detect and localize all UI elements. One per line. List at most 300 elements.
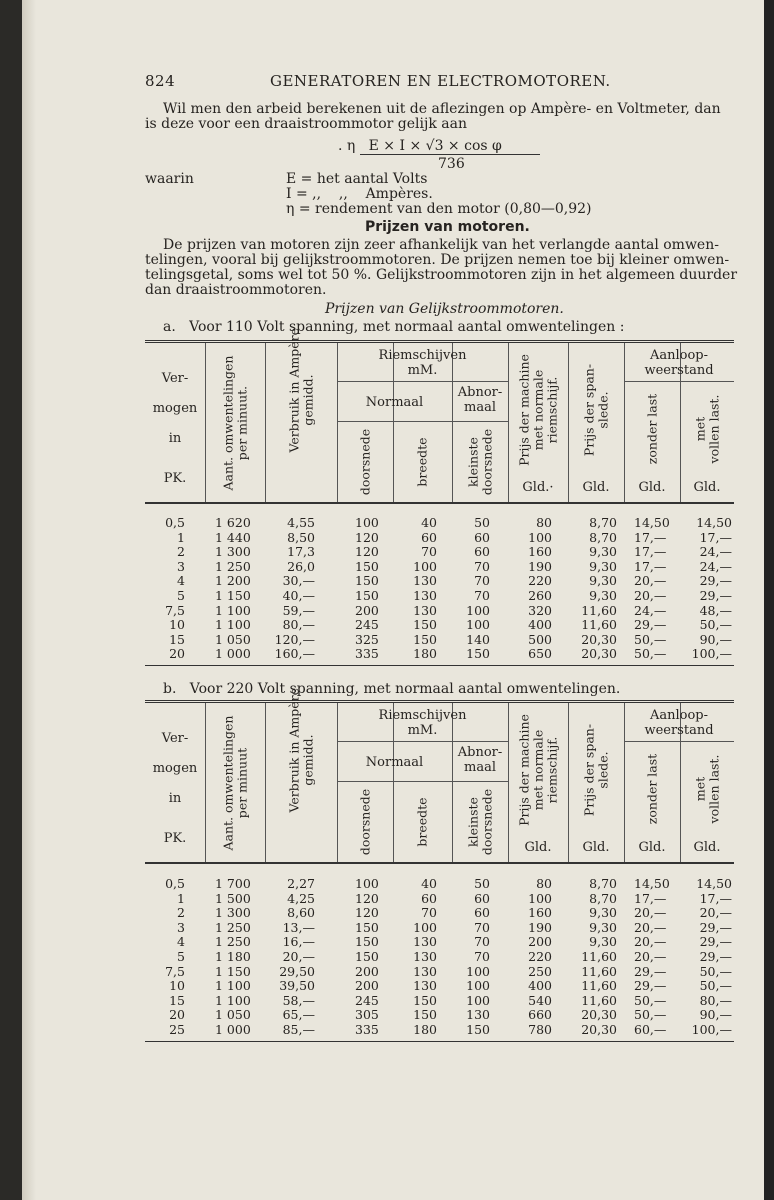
- cell-doorsnede: 200: [355, 978, 379, 994]
- vermogen-header: Ver-: [161, 371, 189, 386]
- cell-prijs: 190: [528, 919, 552, 935]
- cell-amp: 13,—: [282, 919, 315, 935]
- cell-doorsnede: 100: [355, 515, 379, 530]
- cell-vollen: 48,—: [699, 602, 732, 618]
- mm-header: mM.: [407, 723, 438, 738]
- cell-span: 8,70: [589, 515, 617, 530]
- cell-prijs: 220: [528, 573, 552, 589]
- mm-header: mM.: [407, 363, 438, 378]
- cell-amp: 29,50: [279, 963, 315, 979]
- cell-pk: 5: [177, 949, 185, 964]
- cell-breedte: 130: [413, 588, 437, 603]
- top-rule: [145, 340, 734, 343]
- cell-omw: 1 100: [215, 602, 251, 618]
- definition-i: I = ,, ,, Ampères.: [286, 186, 433, 202]
- cell-amp: 4,55: [287, 515, 315, 530]
- cell-zonder: 20,—: [634, 919, 667, 935]
- verbruik-header-line: Verbruik in Ampère: [286, 687, 301, 812]
- cell-amp: 26,0: [287, 558, 315, 574]
- aanloop-rule: [624, 381, 734, 382]
- omwentelingen-header-line: Aant. omwentelingen: [220, 355, 235, 490]
- header-rule: [145, 862, 734, 864]
- riemschijven-rule: [337, 381, 508, 382]
- cell-breedte: 150: [413, 617, 437, 633]
- kleinste-header-line: doorsnede: [479, 428, 494, 495]
- cell-doorsnede: 335: [355, 646, 379, 662]
- gld-label: Gld.: [638, 840, 666, 855]
- maal-header: maal: [464, 760, 496, 775]
- prijs-machine-header: [517, 347, 559, 472]
- cell-span: 11,60: [581, 978, 617, 994]
- cell-kleinste: 150: [466, 1022, 490, 1037]
- cell-vollen: 50,—: [699, 963, 732, 979]
- cell-breedte: 130: [413, 978, 437, 994]
- cell-amp: 59,—: [282, 602, 315, 618]
- header-rule: [145, 502, 734, 504]
- verbruik-header-line: gemidd.: [300, 733, 315, 786]
- cell-omw: 1 000: [215, 646, 251, 662]
- cell-amp: 120,—: [274, 631, 315, 647]
- cell-omw: 1 700: [215, 876, 251, 891]
- prijs-machine-header-line: Prijs der machine: [516, 713, 531, 826]
- cell-vollen: 29,—: [699, 949, 732, 964]
- vermogen-header: PK.: [163, 831, 187, 846]
- zonder-last-header: zonder last: [644, 393, 659, 464]
- cell-span: 11,60: [581, 992, 617, 1008]
- verbruik-header: [286, 687, 315, 812]
- cell-pk: 0,5: [165, 876, 185, 891]
- cell-prijs: 780: [528, 1022, 552, 1037]
- omwentelingen-header-line: Aant. omwentelingen: [220, 715, 235, 850]
- prijs-span-header-line: Prijs der span-: [581, 723, 596, 816]
- cell-span: 9,30: [589, 919, 617, 935]
- cell-omw: 1 100: [215, 978, 251, 994]
- prijs-span-header: [582, 707, 610, 832]
- cell-amp: 4,25: [287, 890, 315, 906]
- page-title: GENERATOREN EN ELECTROMOTOREN.: [270, 72, 611, 90]
- cell-prijs: 320: [528, 602, 552, 618]
- cell-zonder: 17,—: [634, 544, 667, 560]
- cell-span: 20,30: [581, 631, 617, 647]
- cell-amp: 8,50: [287, 529, 315, 545]
- cell-pk: 5: [177, 588, 185, 603]
- cell-amp: 30,—: [282, 573, 315, 589]
- paragraph-line-4: dan draaistroommotoren.: [145, 282, 327, 298]
- doorsnede-header: doorsnede: [357, 428, 372, 495]
- omwentelingen-header-line: per minuut.: [234, 385, 249, 460]
- cell-span: 8,70: [589, 876, 617, 891]
- paragraph-line-2: telingen, vooral bij gelijkstroommotoren. De prijzen nemen toe bij kleiner omwen-: [145, 252, 730, 268]
- cell-vollen: 80,—: [699, 992, 732, 1008]
- cell-prijs: 400: [528, 617, 552, 633]
- cell-vollen: 20,—: [699, 905, 732, 921]
- cell-prijs: 260: [528, 588, 552, 603]
- vollen-last-header-line: met: [692, 776, 707, 801]
- cell-pk: 25: [169, 1022, 185, 1037]
- cell-zonder: 24,—: [634, 602, 667, 618]
- cell-amp: 39,50: [279, 978, 315, 994]
- cell-omw: 1 300: [215, 544, 251, 560]
- vermogen-header: Ver-: [161, 731, 189, 746]
- vollen-last-header: [693, 385, 721, 472]
- cell-breedte: 130: [413, 949, 437, 964]
- gld-label: Gld.·: [522, 480, 554, 495]
- cell-doorsnede: 200: [355, 602, 379, 618]
- gld-label: Gld.: [582, 840, 610, 855]
- subheading: Prijzen van Gelijkstroommotoren.: [325, 301, 564, 317]
- maal-header: maal: [464, 400, 496, 415]
- column-divider: [265, 703, 266, 862]
- cell-span: 9,30: [589, 934, 617, 950]
- riemschijven-header: Riemschijven: [378, 348, 467, 363]
- cell-vollen: 100,—: [691, 646, 732, 662]
- cell-doorsnede: 200: [355, 963, 379, 979]
- cell-zonder: 20,—: [634, 573, 667, 589]
- cell-zonder: 14,50: [634, 515, 670, 530]
- cell-span: 11,60: [581, 949, 617, 964]
- prijs-span-header-line: slede.: [595, 390, 610, 429]
- cell-breedte: 70: [421, 544, 437, 560]
- riemschijven-header: Riemschijven: [378, 708, 467, 723]
- cell-doorsnede: 120: [355, 905, 379, 921]
- column-divider: [205, 703, 206, 862]
- cell-breedte: 40: [421, 876, 437, 891]
- vermogen-header: mogen: [152, 761, 198, 776]
- vermogen-header: in: [168, 431, 182, 446]
- cell-prijs: 250: [528, 963, 552, 979]
- vermogen-header: in: [168, 791, 182, 806]
- normaal-rule: [337, 421, 508, 422]
- column-divider: [568, 343, 569, 502]
- cell-pk: 1: [177, 890, 185, 906]
- cell-kleinste: 140: [466, 631, 490, 647]
- cell-zonder: 17,—: [634, 558, 667, 574]
- cell-pk: 1: [177, 529, 185, 545]
- breedte-header: breedte: [414, 436, 430, 487]
- cell-prijs: 540: [528, 992, 552, 1008]
- column-divider: [508, 343, 509, 502]
- waarin-label: waarin: [145, 171, 194, 187]
- cell-vollen: 24,—: [699, 558, 732, 574]
- cell-zonder: 20,—: [634, 588, 667, 603]
- cell-doorsnede: 150: [355, 588, 379, 603]
- cell-amp: 85,—: [282, 1022, 315, 1037]
- weerstand-header: weerstand: [644, 363, 714, 378]
- cell-span: 11,60: [581, 602, 617, 618]
- cell-omw: 1 250: [215, 558, 251, 574]
- cell-doorsnede: 120: [355, 544, 379, 560]
- cell-pk: 2: [177, 544, 185, 560]
- cell-kleinste: 130: [466, 1007, 490, 1023]
- cell-pk: 4: [177, 934, 185, 950]
- cell-zonder: 17,—: [634, 529, 667, 545]
- cell-vollen: 90,—: [699, 1007, 732, 1023]
- cell-span: 9,30: [589, 905, 617, 921]
- doorsnede-header: doorsnede: [357, 788, 372, 855]
- cell-vollen: 90,—: [699, 631, 732, 647]
- gld-label: Gld.: [638, 480, 666, 495]
- kleinste-header: [466, 785, 494, 858]
- cell-vollen: 17,—: [699, 890, 732, 906]
- cell-span: 20,30: [581, 1022, 617, 1037]
- gld-label: Gld.: [693, 840, 721, 855]
- cell-doorsnede: 325: [355, 631, 379, 647]
- cell-kleinste: 100: [466, 602, 490, 618]
- cell-pk: 15: [169, 992, 185, 1008]
- prijs-machine-header-line: met normale: [530, 729, 545, 810]
- cell-vollen: 17,—: [699, 529, 732, 545]
- paragraph-line-1: De prijzen van motoren zijn zeer afhankelijk van het verlangde aantal omwen-: [163, 237, 719, 253]
- cell-pk: 15: [169, 631, 185, 647]
- cell-kleinste: 70: [474, 919, 490, 935]
- cell-vollen: 29,—: [699, 573, 732, 589]
- cell-vollen: 29,—: [699, 919, 732, 935]
- paragraph-line-3: telingsgetal, soms wel tot 50 %. Gelijkstroommotoren zijn in het algemeen duurder: [145, 267, 738, 283]
- normaal-header: Normaal: [365, 755, 424, 770]
- cell-kleinste: 100: [466, 992, 490, 1008]
- cell-kleinste: 100: [466, 978, 490, 994]
- cell-omw: 1 050: [215, 631, 251, 647]
- cell-zonder: 29,—: [634, 978, 667, 994]
- prijs-machine-header-line: riemschijf.: [544, 376, 559, 443]
- cell-breedte: 150: [413, 1007, 437, 1023]
- cell-pk: 20: [169, 1007, 185, 1023]
- cell-doorsnede: 120: [355, 890, 379, 906]
- vermogen-header: PK.: [163, 471, 187, 486]
- cell-doorsnede: 305: [355, 1007, 379, 1023]
- cell-zonder: 17,—: [634, 890, 667, 906]
- cell-span: 9,30: [589, 588, 617, 603]
- prijs-span-header: [582, 347, 610, 472]
- cell-doorsnede: 150: [355, 919, 379, 935]
- cell-zonder: 20,—: [634, 949, 667, 964]
- cell-span: 20,30: [581, 646, 617, 662]
- column-divider: [568, 703, 569, 862]
- riemschijven-rule: [337, 741, 508, 742]
- cell-kleinste: 70: [474, 588, 490, 603]
- cell-amp: 80,—: [282, 617, 315, 633]
- cell-pk: 0,5: [165, 515, 185, 530]
- omwentelingen-header-line: per minuut: [234, 747, 249, 818]
- cell-breedte: 150: [413, 631, 437, 647]
- column-divider: [265, 343, 266, 502]
- kleinste-header: [466, 425, 494, 498]
- cell-breedte: 70: [421, 905, 437, 921]
- top-rule: [145, 700, 734, 703]
- cell-breedte: 100: [413, 558, 437, 574]
- cell-zonder: 50,—: [634, 1007, 667, 1023]
- cell-prijs: 80: [536, 876, 552, 891]
- zonder-last-header: zonder last: [644, 753, 659, 824]
- cell-pk: 7,5: [165, 602, 185, 618]
- bottom-rule: [145, 665, 734, 666]
- cell-doorsnede: 150: [355, 558, 379, 574]
- cell-prijs: 100: [528, 890, 552, 906]
- cell-pk: 3: [177, 919, 185, 935]
- cell-pk: 20: [169, 646, 185, 662]
- cell-omw: 1 180: [215, 949, 251, 964]
- cell-prijs: 100: [528, 529, 552, 545]
- cell-zonder: 20,—: [634, 905, 667, 921]
- cell-doorsnede: 120: [355, 529, 379, 545]
- prijs-span-header-line: Prijs der span-: [581, 363, 596, 456]
- vollen-last-header: [693, 745, 721, 832]
- page-number: 824: [145, 72, 176, 90]
- vollen-last-header-line: vollen last.: [706, 754, 721, 823]
- cell-vollen: 100,—: [691, 1022, 732, 1037]
- vollen-last-header-line: vollen last.: [706, 394, 721, 463]
- cell-omw: 1 000: [215, 1022, 251, 1037]
- cell-amp: 2,27: [287, 876, 315, 891]
- cell-zonder: 60,—: [634, 1022, 667, 1037]
- kleinste-header-line: doorsnede: [479, 788, 494, 855]
- formula-numerator: . η E × I × √3 × cos φ: [338, 138, 502, 154]
- prijs-span-header-line: slede.: [595, 750, 610, 789]
- cell-breedte: 60: [421, 529, 437, 545]
- cell-kleinste: 150: [466, 646, 490, 662]
- cell-kleinste: 60: [474, 890, 490, 906]
- cell-prijs: 660: [528, 1007, 552, 1023]
- cell-breedte: 130: [413, 573, 437, 589]
- cell-kleinste: 70: [474, 949, 490, 964]
- cell-amp: 58,—: [282, 992, 315, 1008]
- cell-doorsnede: 150: [355, 934, 379, 950]
- aanloop-header: Aanloop-: [649, 348, 709, 363]
- formula-bar: [360, 154, 540, 155]
- formula-denominator: 736: [438, 156, 465, 172]
- cell-pk: 10: [169, 617, 185, 633]
- weerstand-header: weerstand: [644, 723, 714, 738]
- cell-amp: 160,—: [274, 646, 315, 662]
- cell-omw: 1 250: [215, 919, 251, 935]
- cell-amp: 17,3: [287, 544, 315, 560]
- table-a-caption: a. Voor 110 Volt spanning, met normaal aantal omwentelingen :: [163, 319, 625, 335]
- cell-omw: 1 150: [215, 588, 251, 603]
- cell-doorsnede: 150: [355, 949, 379, 964]
- cell-omw: 1 300: [215, 905, 251, 921]
- cell-prijs: 500: [528, 631, 552, 647]
- cell-breedte: 180: [413, 1022, 437, 1037]
- cell-kleinste: 70: [474, 558, 490, 574]
- cell-amp: 8,60: [287, 905, 315, 921]
- omwentelingen-header: [221, 707, 249, 858]
- omwentelingen-header: [221, 347, 249, 498]
- cell-vollen: 50,—: [699, 617, 732, 633]
- cell-omw: 1 150: [215, 963, 251, 979]
- cell-omw: 1 100: [215, 617, 251, 633]
- cell-kleinste: 60: [474, 529, 490, 545]
- table-b-caption: b. Voor 220 Volt spanning, met normaal aantal omwentelingen.: [163, 681, 621, 697]
- cell-span: 8,70: [589, 890, 617, 906]
- cell-span: 8,70: [589, 529, 617, 545]
- cell-zonder: 20,—: [634, 934, 667, 950]
- cell-vollen: 29,—: [699, 588, 732, 603]
- cell-doorsnede: 100: [355, 876, 379, 891]
- definition-e: E = het aantal Volts: [286, 171, 428, 187]
- cell-breedte: 60: [421, 890, 437, 906]
- cell-pk: 7,5: [165, 963, 185, 979]
- aanloop-header: Aanloop-: [649, 708, 709, 723]
- aanloop-rule: [624, 741, 734, 742]
- cell-breedte: 150: [413, 992, 437, 1008]
- cell-kleinste: 100: [466, 963, 490, 979]
- cell-prijs: 160: [528, 905, 552, 921]
- cell-pk: 3: [177, 558, 185, 574]
- kleinste-header-line: kleinste: [465, 436, 480, 487]
- cell-kleinste: 100: [466, 617, 490, 633]
- cell-span: 11,60: [581, 963, 617, 979]
- verbruik-header-line: Verbruik in Ampère: [286, 327, 301, 452]
- cell-kleinste: 50: [474, 876, 490, 891]
- cell-span: 9,30: [589, 558, 617, 574]
- column-divider: [508, 703, 509, 862]
- cell-kleinste: 70: [474, 573, 490, 589]
- cell-breedte: 130: [413, 963, 437, 979]
- cell-amp: 40,—: [282, 588, 315, 603]
- cell-span: 9,30: [589, 573, 617, 589]
- cell-prijs: 200: [528, 934, 552, 950]
- cell-omw: 1 440: [215, 529, 251, 545]
- cell-doorsnede: 245: [355, 617, 379, 633]
- cell-amp: 16,—: [282, 934, 315, 950]
- breedte-header: breedte: [414, 796, 430, 847]
- cell-breedte: 180: [413, 646, 437, 662]
- page-edge: [764, 0, 774, 1200]
- vollen-last-header-line: met: [692, 416, 707, 441]
- cell-prijs: 650: [528, 646, 552, 662]
- gld-label: Gld.: [524, 840, 552, 855]
- cell-vollen: 14,50: [696, 876, 732, 891]
- cell-prijs: 400: [528, 978, 552, 994]
- cell-omw: 1 200: [215, 573, 251, 589]
- intro-line-1: Wil men den arbeid berekenen uit de aflezingen op Ampère- en Voltmeter, dan: [163, 101, 721, 117]
- cell-vollen: 50,—: [699, 978, 732, 994]
- prijs-machine-header: [517, 707, 559, 832]
- cell-breedte: 40: [421, 515, 437, 530]
- intro-line-2: is deze voor een draaistroommotor gelijk aan: [145, 116, 467, 132]
- vermogen-header: mogen: [152, 401, 198, 416]
- abnormaal-header: Abnor-: [457, 745, 503, 760]
- cell-zonder: 29,—: [634, 617, 667, 633]
- cell-vollen: 14,50: [696, 515, 732, 530]
- prijs-machine-header-line: riemschijf.: [544, 736, 559, 803]
- cell-prijs: 190: [528, 558, 552, 574]
- cell-doorsnede: 150: [355, 573, 379, 589]
- cell-zonder: 50,—: [634, 631, 667, 647]
- cell-breedte: 130: [413, 602, 437, 618]
- prijs-machine-header-line: met normale: [530, 369, 545, 450]
- normaal-rule: [337, 781, 508, 782]
- page-spine: [22, 0, 36, 1200]
- gld-label: Gld.: [693, 480, 721, 495]
- cell-vollen: 24,—: [699, 544, 732, 560]
- normaal-header: Normaal: [365, 395, 424, 410]
- cell-breedte: 100: [413, 919, 437, 935]
- verbruik-header: [286, 327, 315, 452]
- cell-kleinste: 70: [474, 934, 490, 950]
- gld-label: Gld.: [582, 480, 610, 495]
- cell-zonder: 50,—: [634, 646, 667, 662]
- bottom-rule: [145, 1041, 734, 1042]
- cell-pk: 10: [169, 978, 185, 994]
- cell-pk: 4: [177, 573, 185, 589]
- section-heading: Prijzen van motoren.: [365, 219, 530, 235]
- prijs-machine-header-line: Prijs der machine: [516, 353, 531, 466]
- cell-kleinste: 50: [474, 515, 490, 530]
- cell-prijs: 220: [528, 949, 552, 964]
- cell-zonder: 50,—: [634, 992, 667, 1008]
- cell-kleinste: 60: [474, 905, 490, 921]
